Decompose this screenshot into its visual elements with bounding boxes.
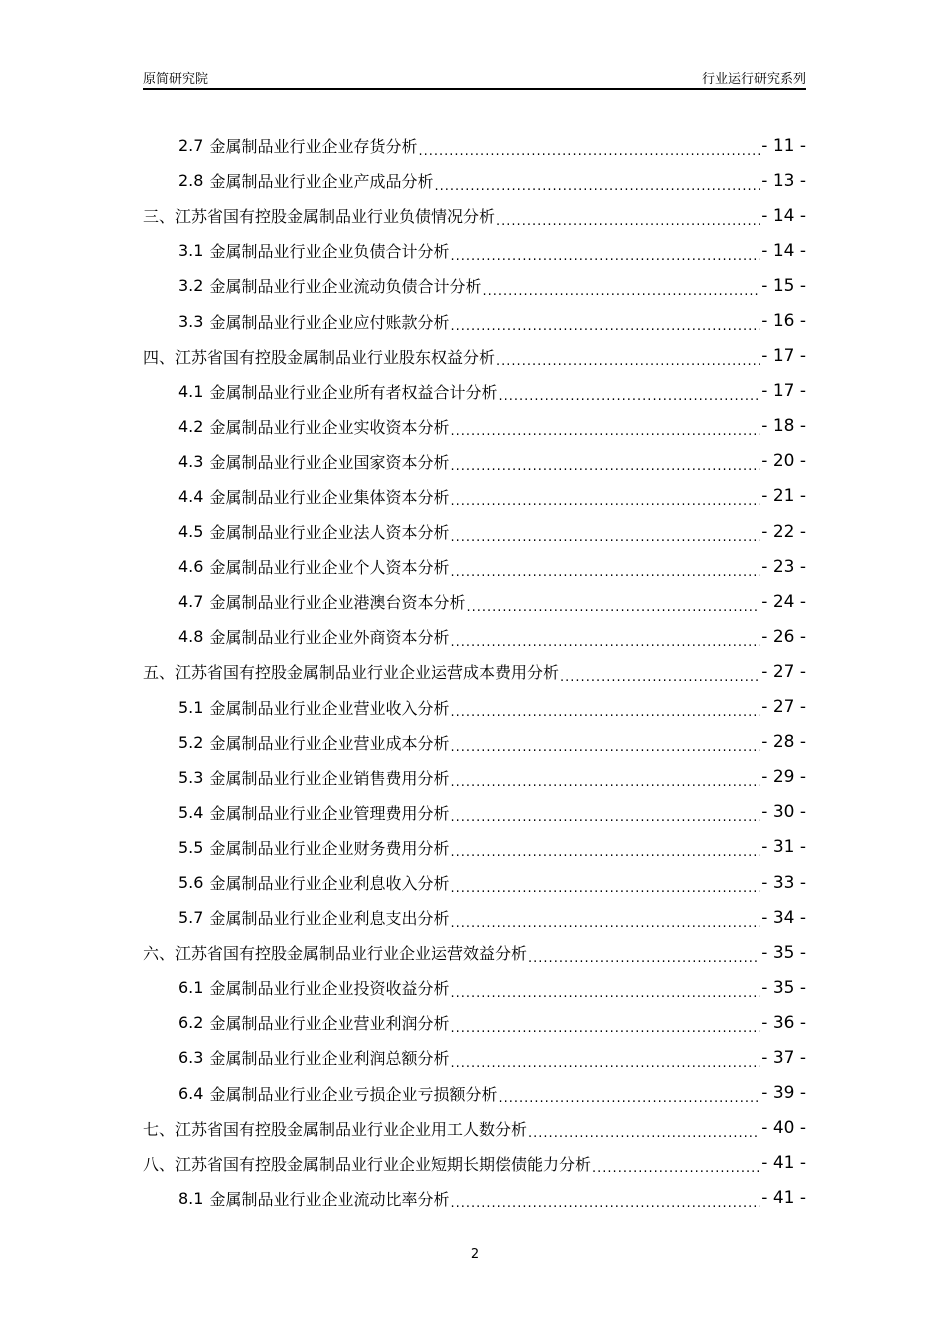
- toc-chapter-entry[interactable]: [143, 654, 806, 689]
- toc-section-entry[interactable]: [143, 725, 806, 760]
- toc-entry-number: 4.7: [178, 592, 204, 612]
- toc-entry-page: - 41 -: [761, 1153, 806, 1174]
- table-of-contents: [143, 128, 806, 1216]
- toc-section-entry[interactable]: [143, 1040, 806, 1075]
- toc-entry-page: - 40 -: [761, 1118, 806, 1139]
- toc-section-entry[interactable]: [143, 374, 806, 409]
- toc-entry-number: 4.2: [178, 416, 204, 436]
- toc-entry-number: 2.8: [178, 171, 204, 191]
- toc-entry-title: 金属制品业行业企业集体资本分析: [209, 487, 450, 507]
- toc-entry-number: 5.5: [178, 837, 204, 857]
- toc-leader-dots: [434, 175, 760, 191]
- toc-entry-title: 金属制品业行业企业利润总额分析: [209, 1049, 450, 1069]
- toc-entry-number: 四、: [143, 347, 176, 367]
- toc-section-entry[interactable]: [143, 900, 806, 935]
- toc-chapter-entry[interactable]: [143, 198, 806, 233]
- toc-section-entry[interactable]: [143, 795, 806, 830]
- toc-entry-number: 3.3: [178, 311, 204, 331]
- toc-section-entry[interactable]: [143, 268, 806, 303]
- toc-leader-dots: [450, 877, 760, 893]
- toc-leader-dots: [450, 490, 760, 506]
- toc-entry-page: - 14 -: [761, 205, 806, 226]
- toc-entry-page: - 37 -: [761, 1047, 806, 1068]
- toc-entry-title: 金属制品业行业企业法人资本分析: [209, 523, 450, 543]
- toc-leader-dots: [498, 1087, 760, 1103]
- toc-entry-title: 江苏省国有控股金属制品业行业企业用工人数分析: [175, 1119, 528, 1139]
- toc-entry-title: 金属制品业行业企业投资收益分析: [209, 979, 450, 999]
- toc-entry-title: 金属制品业行业企业存货分析: [209, 137, 418, 157]
- toc-section-entry[interactable]: [143, 444, 806, 479]
- toc-leader-dots: [528, 1122, 760, 1138]
- toc-entry-title: 金属制品业行业企业亏损企业亏损额分析: [209, 1084, 498, 1104]
- toc-leader-dots: [450, 1052, 760, 1068]
- toc-entry-number: 6.3: [178, 1048, 204, 1068]
- toc-leader-dots: [450, 631, 760, 647]
- toc-entry-page: - 29 -: [761, 767, 806, 788]
- toc-entry-title: 金属制品业行业企业财务费用分析: [209, 838, 450, 858]
- toc-section-entry[interactable]: [143, 584, 806, 619]
- toc-leader-dots: [528, 947, 760, 963]
- toc-section-entry[interactable]: [143, 865, 806, 900]
- toc-entry-number: 4.3: [178, 451, 204, 471]
- toc-entry-number: 六、: [143, 944, 176, 964]
- toc-section-entry[interactable]: [143, 690, 806, 725]
- toc-entry-title: 江苏省国有控股金属制品业行业股东权益分析: [175, 347, 496, 367]
- toc-entry-title: 金属制品业行业企业所有者权益合计分析: [209, 382, 498, 402]
- toc-entry-number: 5.3: [178, 767, 204, 787]
- toc-section-entry[interactable]: [143, 760, 806, 795]
- toc-entry-page: - 35 -: [761, 977, 806, 998]
- toc-entry-number: 三、: [143, 207, 176, 227]
- toc-entry-title: 金属制品业行业企业管理费用分析: [209, 803, 450, 823]
- toc-entry-number: 2.7: [178, 136, 204, 156]
- toc-entry-page: - 20 -: [761, 451, 806, 472]
- toc-section-entry[interactable]: [143, 970, 806, 1005]
- toc-entry-title: 金属制品业行业企业港澳台资本分析: [209, 593, 466, 613]
- toc-entry-number: 八、: [143, 1154, 176, 1174]
- toc-entry-page: - 31 -: [761, 837, 806, 858]
- toc-leader-dots: [450, 806, 760, 822]
- toc-entry-number: 3.1: [178, 241, 204, 261]
- toc-entry-title: 江苏省国有控股金属制品业行业企业运营成本费用分析: [175, 663, 560, 683]
- toc-entry-title: 金属制品业行业企业外商资本分析: [209, 628, 450, 648]
- toc-entry-number: 4.5: [178, 522, 204, 542]
- toc-entry-title: 江苏省国有控股金属制品业行业企业运营效益分析: [175, 944, 528, 964]
- page-header: [143, 66, 806, 90]
- toc-leader-dots: [498, 385, 760, 401]
- toc-entry-title: 金属制品业行业企业销售费用分析: [209, 768, 450, 788]
- toc-entry-number: 5.4: [178, 802, 204, 822]
- toc-leader-dots: [450, 1017, 760, 1033]
- toc-entry-page: - 23 -: [761, 556, 806, 577]
- toc-entry-page: - 39 -: [761, 1083, 806, 1104]
- toc-entry-number: 5.2: [178, 732, 204, 752]
- toc-leader-dots: [450, 420, 760, 436]
- toc-section-entry[interactable]: [143, 303, 806, 338]
- toc-section-entry[interactable]: [143, 479, 806, 514]
- toc-chapter-entry[interactable]: [143, 1111, 806, 1146]
- toc-leader-dots: [450, 982, 760, 998]
- toc-section-entry[interactable]: [143, 128, 806, 163]
- toc-entry-page: - 27 -: [761, 697, 806, 718]
- toc-section-entry[interactable]: [143, 1181, 806, 1216]
- toc-leader-dots: [450, 771, 760, 787]
- toc-chapter-entry[interactable]: [143, 339, 806, 374]
- toc-entry-number: 5.6: [178, 873, 204, 893]
- toc-entry-number: 4.6: [178, 557, 204, 577]
- toc-entry-page: - 14 -: [761, 240, 806, 261]
- toc-entry-number: 4.8: [178, 627, 204, 647]
- toc-leader-dots: [450, 1192, 760, 1208]
- toc-entry-page: - 24 -: [761, 591, 806, 612]
- toc-leader-dots: [450, 245, 760, 261]
- toc-entry-title: 江苏省国有控股金属制品业行业负债情况分析: [175, 207, 496, 227]
- toc-chapter-entry[interactable]: [143, 935, 806, 970]
- toc-entry-title: 金属制品业行业企业应付账款分析: [209, 312, 450, 332]
- toc-entry-page: - 17 -: [761, 381, 806, 402]
- toc-entry-page: - 11 -: [761, 135, 806, 156]
- toc-entry-title: 江苏省国有控股金属制品业行业企业短期长期偿债能力分析: [175, 1154, 592, 1174]
- toc-entry-number: 五、: [143, 663, 176, 683]
- toc-entry-number: 6.4: [178, 1083, 204, 1103]
- toc-entry-page: - 18 -: [761, 416, 806, 437]
- toc-leader-dots: [450, 701, 760, 717]
- toc-entry-page: - 16 -: [761, 311, 806, 332]
- toc-entry-page: - 26 -: [761, 626, 806, 647]
- toc-entry-page: - 27 -: [761, 661, 806, 682]
- toc-entry-page: - 22 -: [761, 521, 806, 542]
- toc-entry-title: 金属制品业行业企业产成品分析: [209, 172, 434, 192]
- toc-leader-dots: [418, 140, 760, 156]
- toc-entry-page: - 35 -: [761, 942, 806, 963]
- toc-entry-page: - 15 -: [761, 275, 806, 296]
- toc-entry-number: 6.1: [178, 978, 204, 998]
- toc-leader-dots: [450, 315, 760, 331]
- toc-entry-page: - 17 -: [761, 346, 806, 367]
- toc-entry-number: 8.1: [178, 1188, 204, 1208]
- toc-section-entry[interactable]: [143, 233, 806, 268]
- toc-entry-page: - 41 -: [761, 1188, 806, 1209]
- toc-entry-number: 七、: [143, 1119, 176, 1139]
- toc-entry-title: 金属制品业行业企业国家资本分析: [209, 452, 450, 472]
- toc-leader-dots: [482, 280, 760, 296]
- toc-entry-page: - 21 -: [761, 486, 806, 507]
- toc-section-entry[interactable]: [143, 830, 806, 865]
- toc-entry-page: - 33 -: [761, 872, 806, 893]
- toc-leader-dots: [450, 841, 760, 857]
- toc-entry-title: 金属制品业行业企业营业利润分析: [209, 1014, 450, 1034]
- toc-leader-dots: [450, 526, 760, 542]
- toc-entry-number: 5.7: [178, 908, 204, 928]
- toc-entry-number: 5.1: [178, 697, 204, 717]
- page-number: 2: [470, 1247, 480, 1262]
- toc-entry-title: 金属制品业行业企业实收资本分析: [209, 417, 450, 437]
- toc-entry-page: - 36 -: [761, 1012, 806, 1033]
- header-series: 行业运行研究系列: [701, 72, 806, 87]
- toc-entry-title: 金属制品业行业企业个人资本分析: [209, 558, 450, 578]
- toc-leader-dots: [496, 210, 760, 226]
- toc-entry-page: - 30 -: [761, 802, 806, 823]
- toc-entry-title: 金属制品业行业企业流动负债合计分析: [209, 277, 482, 297]
- toc-section-entry[interactable]: [143, 549, 806, 584]
- toc-entry-title: 金属制品业行业企业利息收入分析: [209, 874, 450, 894]
- toc-entry-title: 金属制品业行业企业营业成本分析: [209, 733, 450, 753]
- toc-leader-dots: [496, 350, 760, 366]
- toc-section-entry[interactable]: [143, 163, 806, 198]
- toc-entry-title: 金属制品业行业企业负债合计分析: [209, 242, 450, 262]
- toc-section-entry[interactable]: [143, 514, 806, 549]
- toc-entry-number: 3.2: [178, 276, 204, 296]
- toc-leader-dots: [450, 912, 760, 928]
- toc-leader-dots: [592, 1157, 760, 1173]
- toc-entry-number: 6.2: [178, 1013, 204, 1033]
- toc-entry-title: 金属制品业行业企业流动比率分析: [209, 1189, 450, 1209]
- toc-leader-dots: [466, 596, 760, 612]
- toc-section-entry[interactable]: [143, 619, 806, 654]
- toc-entry-page: - 34 -: [761, 907, 806, 928]
- toc-entry-title: 金属制品业行业企业利息支出分析: [209, 909, 450, 929]
- toc-entry-page: - 13 -: [761, 170, 806, 191]
- toc-section-entry[interactable]: [143, 409, 806, 444]
- header-publisher: 原简研究院: [143, 72, 209, 87]
- toc-leader-dots: [450, 736, 760, 752]
- toc-section-entry[interactable]: [143, 1076, 806, 1111]
- toc-section-entry[interactable]: [143, 1005, 806, 1040]
- toc-entry-title: 金属制品业行业企业营业收入分析: [209, 698, 450, 718]
- toc-entry-page: - 28 -: [761, 732, 806, 753]
- toc-entry-number: 4.1: [178, 381, 204, 401]
- toc-entry-number: 4.4: [178, 486, 204, 506]
- toc-leader-dots: [450, 455, 760, 471]
- toc-leader-dots: [450, 561, 760, 577]
- toc-leader-dots: [560, 666, 760, 682]
- toc-chapter-entry[interactable]: [143, 1146, 806, 1181]
